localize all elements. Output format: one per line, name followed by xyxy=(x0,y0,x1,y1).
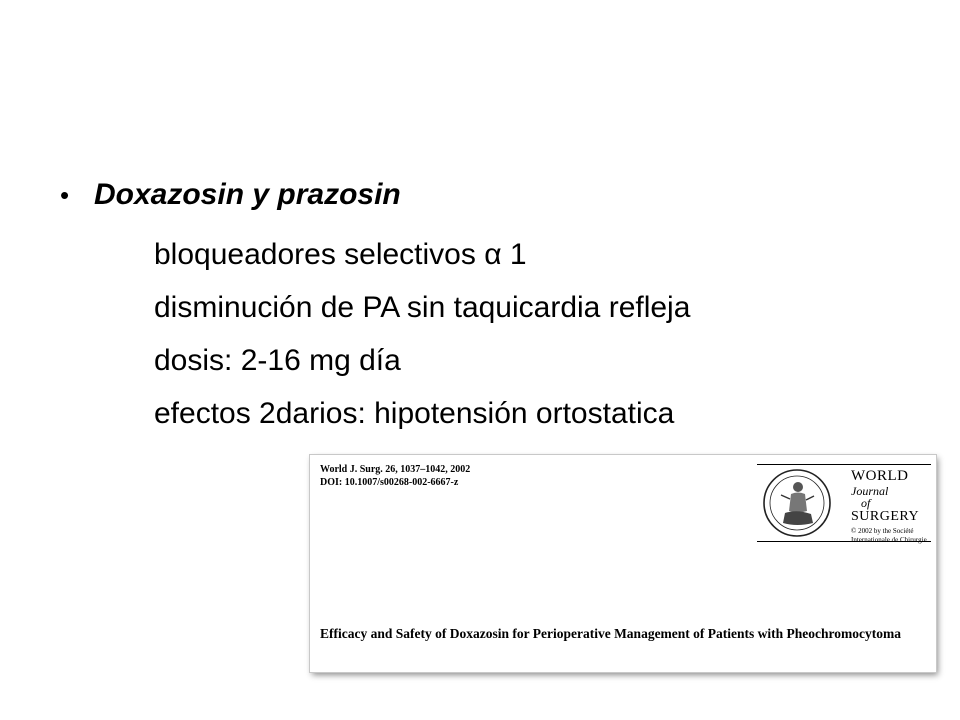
detail-line-effect: disminución de PA sin taquicardia refleja xyxy=(154,291,691,324)
paper-title: Efficacy and Safety of Doxazosin for Perioperative Management of Patients with Pheochromocytoma xyxy=(320,626,902,641)
detail-line-side-effects: efectos 2darios: hipotensión ortostatica xyxy=(154,397,675,430)
detail-line-mechanism: bloqueadores selectivos α 1 xyxy=(154,238,527,271)
journal-copyright-line1: © 2002 by the Société xyxy=(851,527,914,535)
journal-logo xyxy=(757,464,931,542)
paper-header-image xyxy=(310,455,936,672)
journal-surgery: SURGERY xyxy=(851,509,920,524)
journal-seal-icon xyxy=(761,467,833,539)
journal-name xyxy=(851,469,933,545)
bullet-detail-lines xyxy=(154,228,920,440)
paper-citation xyxy=(320,463,470,489)
bullet-list xyxy=(60,172,920,440)
citation-doi: DOI: 10.1007/s00268-002-6667-z xyxy=(320,477,459,488)
bullet-dot: • xyxy=(60,180,70,210)
journal-journal: Journal xyxy=(851,484,889,498)
bullet-item xyxy=(60,172,920,218)
citation-reference: World J. Surg. 26, 1037–1042, 2002 xyxy=(320,464,471,475)
bullet-title: Doxazosin y prazosin xyxy=(94,178,401,211)
journal-copyright-line2: Internationale de Chirurgie xyxy=(851,536,927,544)
journal-copyright xyxy=(851,527,933,545)
journal-world: WORLD xyxy=(851,468,909,484)
detail-line-dose: dosis: 2-16 mg día xyxy=(154,344,401,377)
journal-of: of xyxy=(861,496,871,510)
